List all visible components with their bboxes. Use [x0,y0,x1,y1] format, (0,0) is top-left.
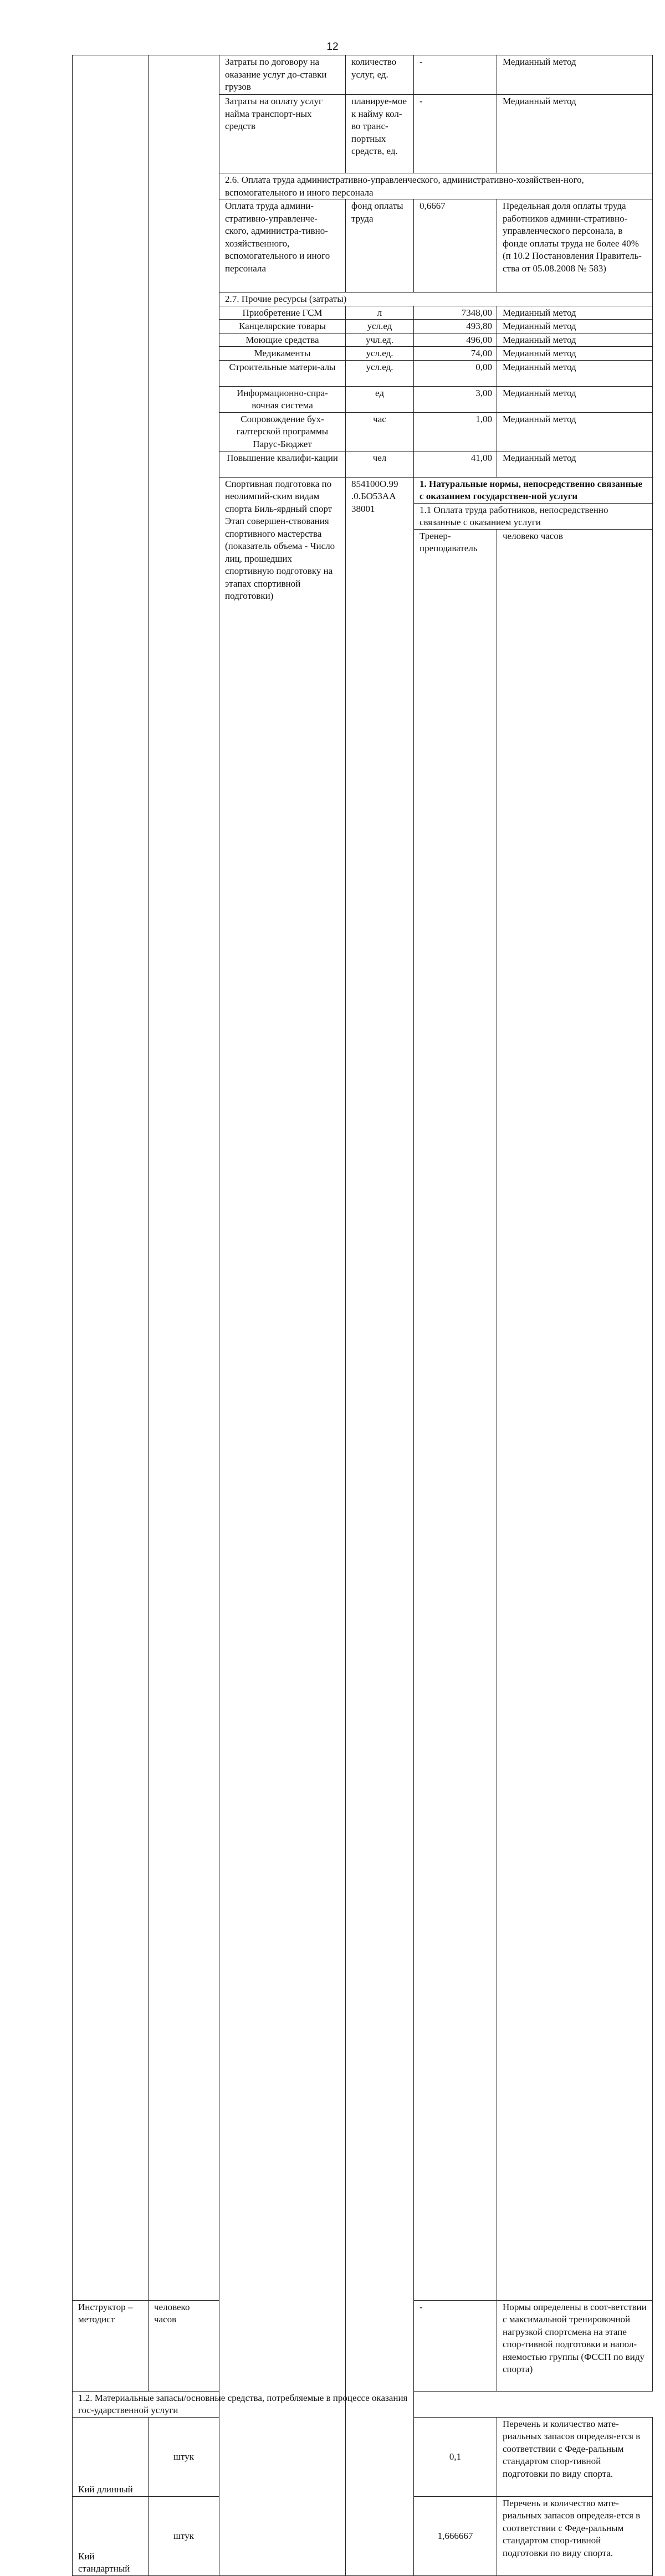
value-cell: 493,80 [414,320,497,333]
value-cell: 7348,00 [414,306,497,320]
method-cell: Медианный метод [497,333,653,347]
unit-cell: л [346,306,414,320]
cost-name-cell: Инструктор – методист [73,2300,149,2391]
method-cell: Предельная доля оплаты труда работников админи-стративно-управленческого персонала, в фонде оплаты труда не более 40% (п 10.2 Постановления Правитель-ства от 05.08.2008 № 583) [497,199,653,293]
section-heading: 1.1 Оплата труда работников, непосредственно связанные с оказанием услуги [414,503,653,529]
value-cell: 496,00 [414,333,497,347]
cost-name-cell: Повышение квалифи-кации [219,451,346,477]
unit-cell: планируе-мое к найму кол-во транс-портных средств, ед. [346,95,414,173]
unit-cell: количество услуг, ед. [346,55,414,95]
value-cell: - [414,95,497,173]
method-cell: Нормы определены в соот-ветствии с максимальной тренировочной нагрузкой спортсмена на этапе спор-тивной подготовки и напол-няемостью группы (ФССП по виду спорта) [497,2300,653,2391]
value-cell: 1,00 [414,412,497,451]
unit-cell: человеко часов [149,2300,219,2391]
cost-name-cell: Затраты по договору на оказание услуг до-ставки грузов [219,55,346,95]
unit-cell: ед [346,386,414,412]
service-name-cell: Спортивная подготовка по неолимпий-ским видам спорта Биль-ярдный спорт Этап совершен-ствования спортивного мастерства (показатель объема - Число лиц, прошедших спортивную подготовку на этапах спортивной подготовки) [219,477,346,2575]
section-heading: 2.7. Прочие ресурсы (затраты) [219,293,653,306]
method-cell: Медианный метод [497,347,653,361]
cost-name-cell: Тренер-преподаватель [414,529,497,2300]
cost-name-cell: Информационно-спра-вочная система [219,386,346,412]
value-cell: - [414,2300,497,2391]
value-cell: 0,00 [414,360,497,386]
cost-name-cell: Приобретение ГСМ [219,306,346,320]
unit-cell: человеко часов [497,529,653,2300]
value-cell: - [414,55,497,95]
value-cell: 0,1 [414,2417,497,2496]
value-cell: 41,00 [414,451,497,477]
method-cell: Перечень и количество мате-риальных запасов определя-ется в соответствии с Феде-ральным стандартом спор-тивной подготовки по виду спорта. [497,2496,653,2575]
unit-cell: усл.ед. [346,347,414,361]
unit-cell: усл.ед. [346,360,414,386]
value-cell: 1,666667 [414,2496,497,2575]
service-name-cell-empty [73,55,149,2301]
method-cell: Медианный метод [497,412,653,451]
method-cell: Медианный метод [497,451,653,477]
method-cell: Медианный метод [497,360,653,386]
unit-cell: усл.ед [346,320,414,333]
cost-name-cell: Моющие средства [219,333,346,347]
unit-cell: учл.ед. [346,333,414,347]
section-heading: 1. Натуральные нормы, непосредственно связанные с оказанием государствен-ной услуги [414,477,653,503]
method-cell: Перечень и количество мате-риальных запасов определя-ется в соответствии с Феде-ральным стандартом спор-тивной подготовки по виду спорта. [497,2417,653,2496]
unit-cell: час [346,412,414,451]
unit-cell: штук [149,2496,219,2575]
unit-cell: фонд оплаты труда [346,199,414,293]
method-cell: Медианный метод [497,55,653,95]
value-cell: 3,00 [414,386,497,412]
table-row [73,55,653,95]
cost-name-cell: Оплата труда админи-стративно-управленче-ского, администра-тивно-хозяйственного, вспомогательного и иного персонала [219,199,346,293]
unit-cell: чел [346,451,414,477]
method-cell: Медианный метод [497,306,653,320]
normative-costs-table [72,55,653,2576]
method-cell: Медианный метод [497,95,653,173]
section-heading: 2.6. Оплата труда административно-управленческого, административно-хозяйствен-ного, вспомогательного и иного персонала [219,173,653,199]
service-code-cell: 854100О.99 .0.БО53АА 38001 [346,477,414,2575]
cost-name-cell: Сопровождение бух-галтерской программы Парус-Бюджет [219,412,346,451]
cost-name-cell: Медикаменты [219,347,346,361]
cost-name-cell: Канцелярские товары [219,320,346,333]
unit-cell: штук [149,2417,219,2496]
method-cell: Медианный метод [497,320,653,333]
section-header-row [73,2391,653,2417]
cost-name-cell: Кий стандартный [73,2496,149,2575]
section-heading: 1.2. Материальные запасы/основные средства, потребляемые в процессе оказания гос-ударственной услуги [73,2391,414,2417]
method-cell: Медианный метод [497,386,653,412]
page-number: 12 [326,41,339,53]
service-code-cell-empty [149,55,219,2301]
cost-name-cell: Кий длинный [73,2417,149,2496]
value-cell: 0,6667 [414,199,497,293]
cost-name-cell: Строительные матери-алы [219,360,346,386]
cost-name-cell: Затраты на оплату услуг найма транспорт-ных средств [219,95,346,173]
value-cell: 74,00 [414,347,497,361]
